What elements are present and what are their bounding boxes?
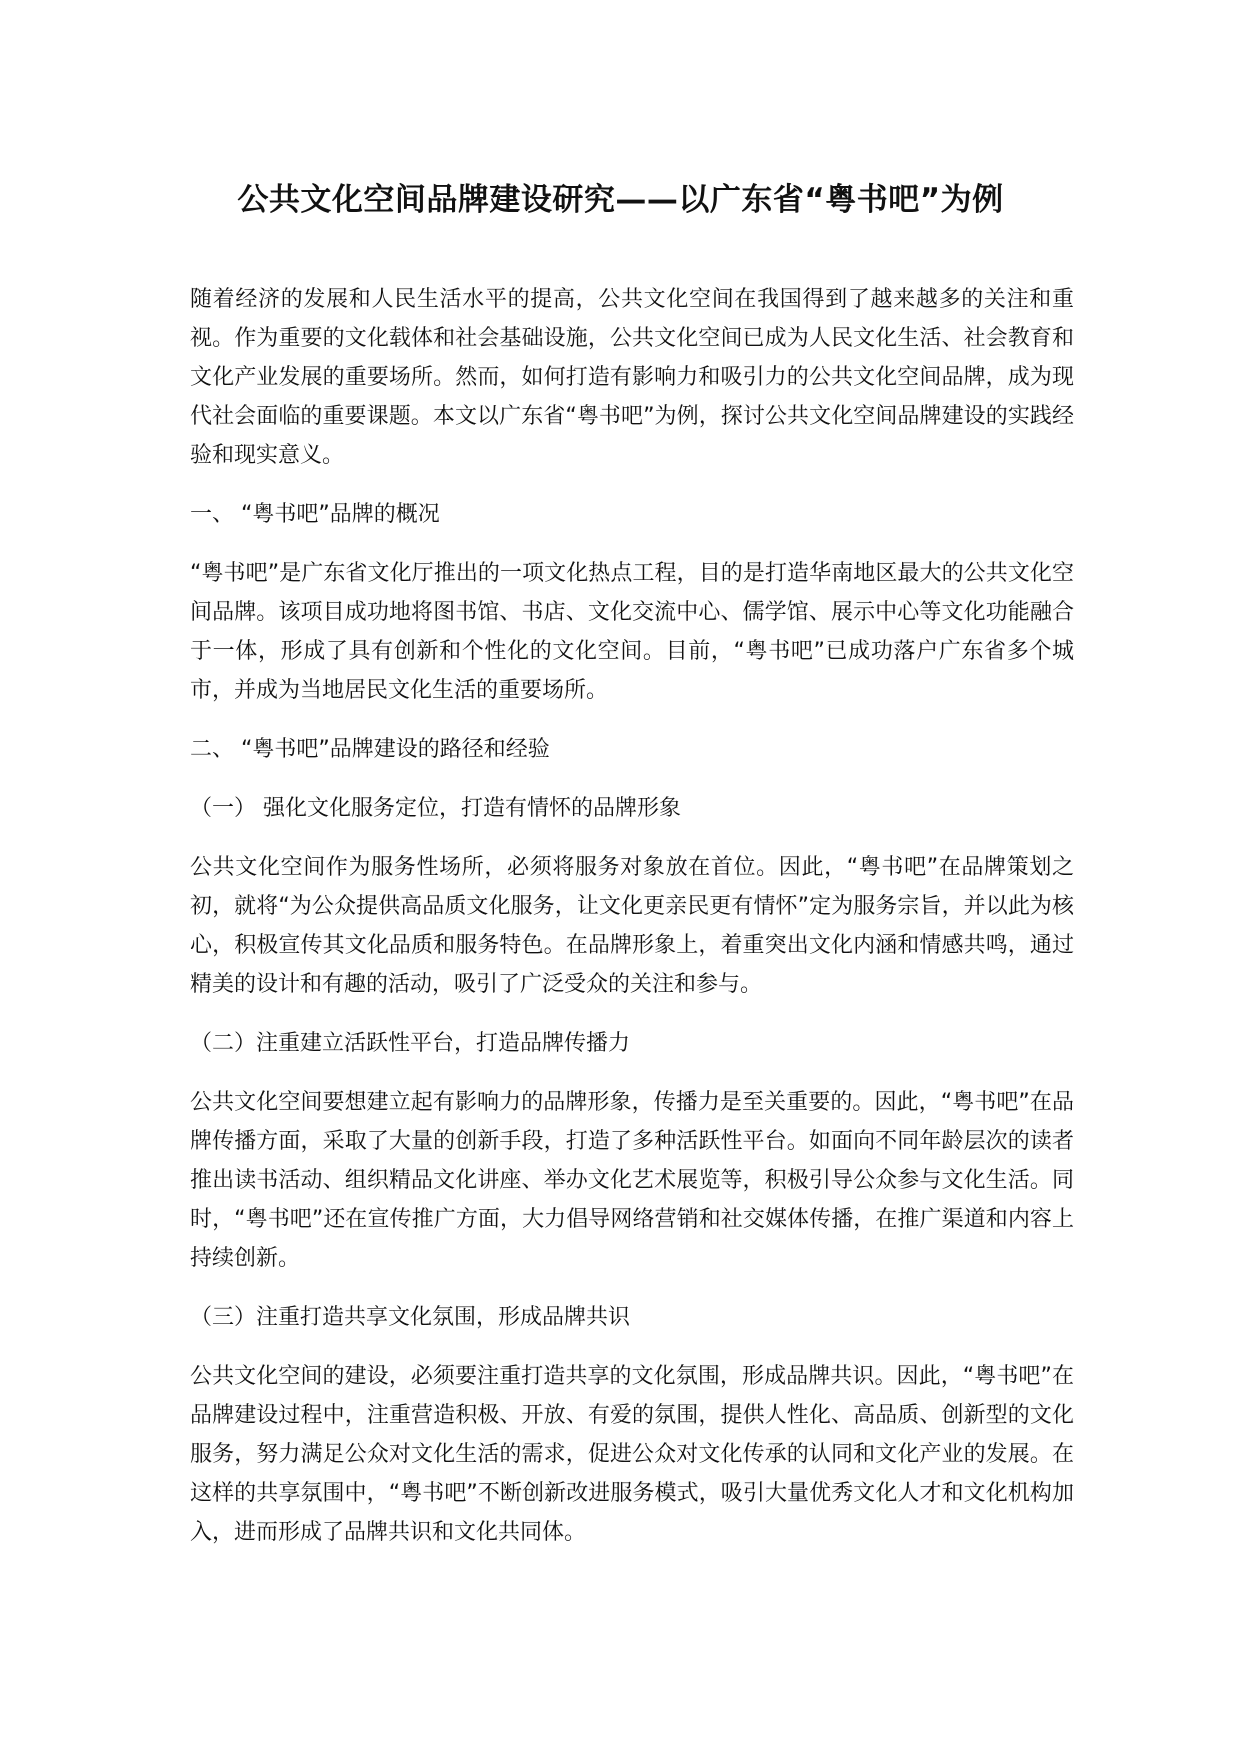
platform-paragraph: 公共文化空间要想建立起有影响力的品牌形象，传播力是至关重要的。因此，“粤书吧”在品牌传播方面，采取了大量的创新手段，打造了多种活跃性平台。如面向不同年龄层次的读者推出读书活动、组织精品文化讲座、举办文化艺术展览等，积极引导公众参与文化生活。同时，“粤书吧”还在宣传推广方面，大力倡导网络营销和社交媒体传播，在推广渠道和内容上持续创新。 [190,1090,1074,1271]
section-heading-2: 二、 “粤书吧”品牌建设的路径和经验 [190,737,550,762]
subsection-heading-3: （三）注重打造共享文化氛围，形成品牌共识 [190,1305,631,1330]
intro-paragraph: 随着经济的发展和人民生活水平的提高，公共文化空间在我国得到了越来越多的关注和重视。作为重要的文化载体和社会基础设施，公共文化空间已成为人民文化生活、社会教育和文化产业发展的重要场所。然而，如何打造有影响力和吸引力的公共文化空间品牌，成为现代社会面临的重要课题。本文以广东省“粤书吧”为例，探讨公共文化空间品牌建设的实践经验和现实意义。 [190,287,1074,468]
overview-paragraph: “粤书吧”是广东省文化厅推出的一项文化热点工程，目的是打造华南地区最大的公共文化空间品牌。该项目成功地将图书馆、书店、文化交流中心、儒学馆、展示中心等文化功能融合于一体，形成了具有创新和个性化的文化空间。目前，“粤书吧”已成功落户广东省多个城市，并成为当地居民文化生活的重要场所。 [190,561,1074,703]
section-heading-1: 一、 “粤书吧”品牌的概况 [190,502,440,527]
subsection-heading-1: （一） 强化文化服务定位，打造有情怀的品牌形象 [190,796,681,821]
subsection-heading-2: （二）注重建立活跃性平台，打造品牌传播力 [190,1031,631,1056]
document-title: 公共文化空间品牌建设研究——以广东省“粤书吧”为例 [237,182,1004,218]
atmosphere-paragraph: 公共文化空间的建设，必须要注重打造共享的文化氛围，形成品牌共识。因此，“粤书吧”在品牌建设过程中，注重营造积极、开放、有爱的氛围，提供人性化、高品质、创新型的文化服务，努力满足公众对文化生活的需求，促进公众对文化传承的认同和文化产业的发展。在这样的共享氛围中，“粤书吧”不断创新改进服务模式，吸引大量优秀文化人才和文化机构加入，进而形成了品牌共识和文化共同体。 [190,1364,1074,1545]
service-paragraph: 公共文化空间作为服务性场所，必须将服务对象放在首位。因此，“粤书吧”在品牌策划之初，就将“为公众提供高品质文化服务，让文化更亲民更有情怀”定为服务宗旨，并以此为核心，积极宣传其文化品质和服务特色。在品牌形象上，着重突出文化内涵和情感共鸣，通过精美的设计和有趣的活动，吸引了广泛受众的关注和参与。 [190,855,1074,997]
document-body [190,280,1074,1572]
